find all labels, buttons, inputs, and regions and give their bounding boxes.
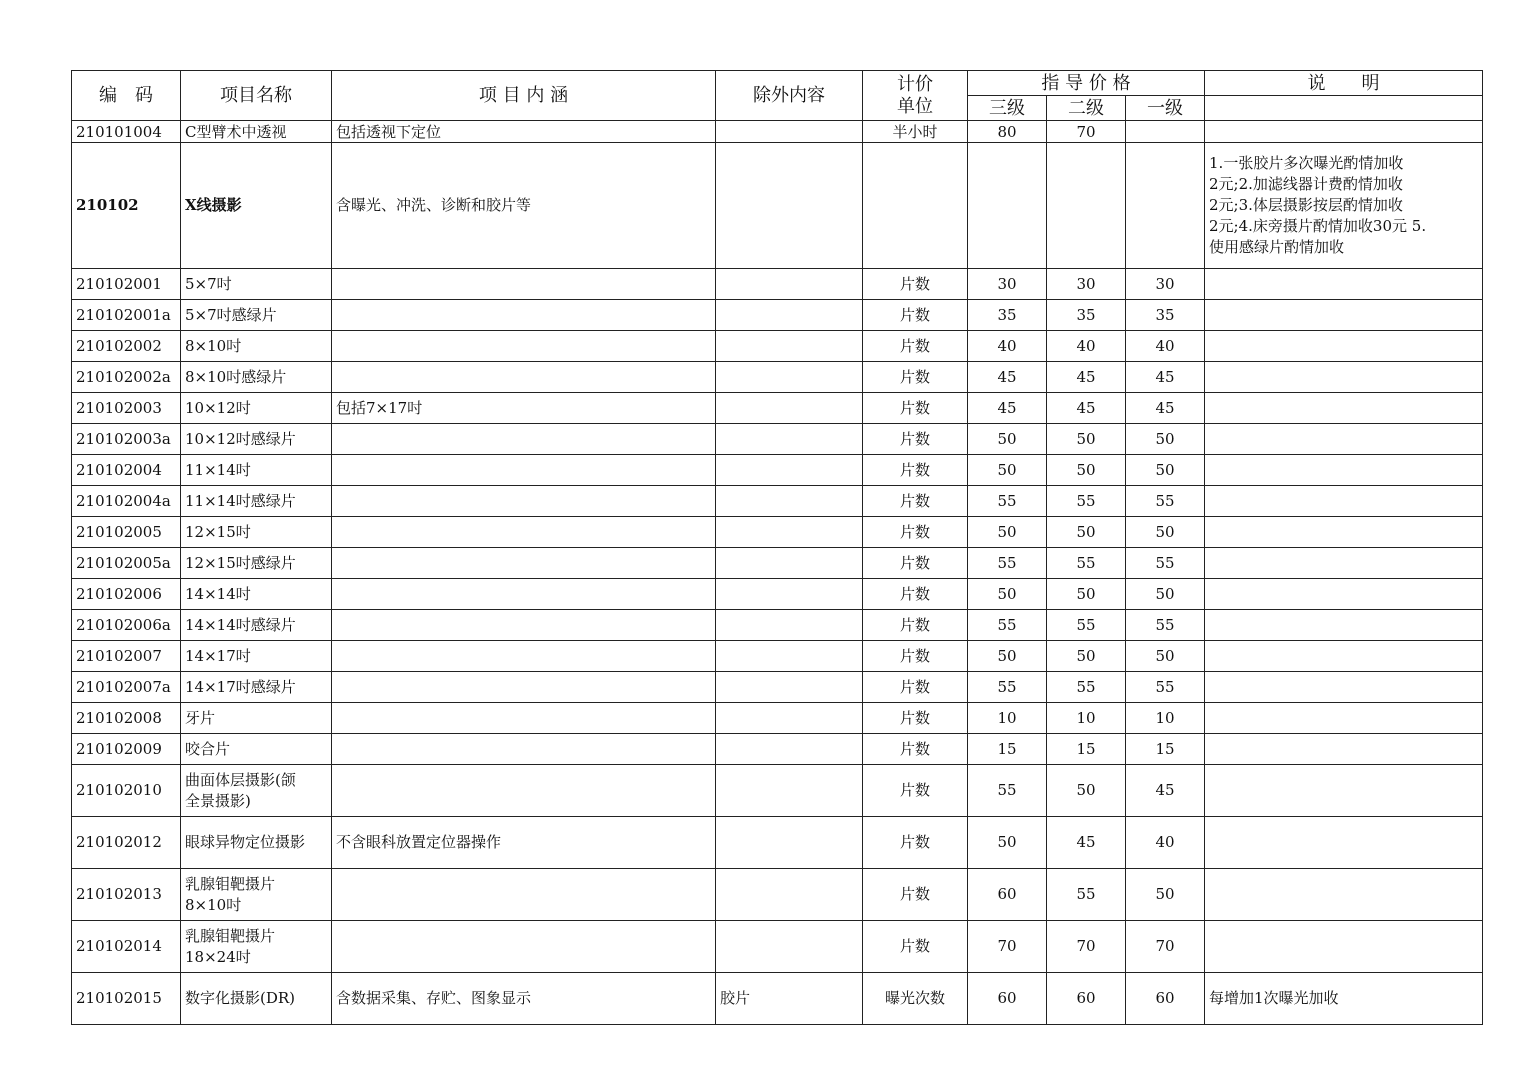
table-row bbox=[72, 703, 1483, 734]
table-row bbox=[72, 455, 1483, 486]
item-unit: 片数 bbox=[863, 517, 968, 548]
price-level2: 10 bbox=[1047, 703, 1126, 734]
price-level1 bbox=[1126, 143, 1205, 269]
item-excluded bbox=[716, 121, 863, 143]
item-unit: 片数 bbox=[863, 672, 968, 703]
price-level1: 40 bbox=[1126, 331, 1205, 362]
item-name: 12×15吋感绿片 bbox=[181, 548, 332, 579]
header-name: 项目名称 bbox=[181, 71, 332, 121]
item-unit: 半小时 bbox=[863, 121, 968, 143]
item-code: 210102007 bbox=[72, 641, 181, 672]
item-content: 不含眼科放置定位器操作 bbox=[332, 817, 716, 869]
table-body bbox=[72, 121, 1483, 1025]
price-level1: 50 bbox=[1126, 517, 1205, 548]
item-content bbox=[332, 765, 716, 817]
price-level1 bbox=[1126, 121, 1205, 143]
price-level2: 45 bbox=[1047, 817, 1126, 869]
price-level1: 35 bbox=[1126, 300, 1205, 331]
table-row bbox=[72, 610, 1483, 641]
item-content bbox=[332, 610, 716, 641]
item-note bbox=[1205, 921, 1483, 973]
item-name: 10×12吋感绿片 bbox=[181, 424, 332, 455]
item-name: 5×7吋 bbox=[181, 269, 332, 300]
item-unit: 曝光次数 bbox=[863, 973, 968, 1025]
item-name: 11×14吋 bbox=[181, 455, 332, 486]
item-unit: 片数 bbox=[863, 455, 968, 486]
item-name: X线摄影 bbox=[181, 143, 332, 269]
item-unit: 片数 bbox=[863, 424, 968, 455]
item-excluded bbox=[716, 921, 863, 973]
table-row bbox=[72, 973, 1483, 1025]
price-level1: 50 bbox=[1126, 641, 1205, 672]
item-unit: 片数 bbox=[863, 703, 968, 734]
header-unit: 计价 单位 bbox=[863, 71, 968, 121]
price-level2: 50 bbox=[1047, 579, 1126, 610]
price-level1: 10 bbox=[1126, 703, 1205, 734]
price-level2: 35 bbox=[1047, 300, 1126, 331]
price-level2: 45 bbox=[1047, 393, 1126, 424]
price-level3: 50 bbox=[968, 517, 1047, 548]
item-note bbox=[1205, 331, 1483, 362]
item-note bbox=[1205, 424, 1483, 455]
item-content bbox=[332, 548, 716, 579]
table-row bbox=[72, 641, 1483, 672]
item-name: 12×15吋 bbox=[181, 517, 332, 548]
item-content bbox=[332, 517, 716, 548]
item-note bbox=[1205, 548, 1483, 579]
item-content bbox=[332, 269, 716, 300]
item-excluded bbox=[716, 765, 863, 817]
item-unit: 片数 bbox=[863, 734, 968, 765]
price-level1: 45 bbox=[1126, 393, 1205, 424]
table-row bbox=[72, 548, 1483, 579]
price-level3: 60 bbox=[968, 869, 1047, 921]
item-content bbox=[332, 331, 716, 362]
item-content bbox=[332, 641, 716, 672]
item-name: 11×14吋感绿片 bbox=[181, 486, 332, 517]
price-level2: 55 bbox=[1047, 672, 1126, 703]
item-code: 210101004 bbox=[72, 121, 181, 143]
header-content: 项 目 内 涵 bbox=[332, 71, 716, 121]
item-code: 210102 bbox=[72, 143, 181, 269]
item-excluded bbox=[716, 703, 863, 734]
item-note bbox=[1205, 393, 1483, 424]
item-name: C型臂术中透视 bbox=[181, 121, 332, 143]
item-content bbox=[332, 579, 716, 610]
price-level2 bbox=[1047, 143, 1126, 269]
item-code: 210102015 bbox=[72, 973, 181, 1025]
price-level3: 15 bbox=[968, 734, 1047, 765]
item-note bbox=[1205, 121, 1483, 143]
table-row bbox=[72, 486, 1483, 517]
item-unit: 片数 bbox=[863, 765, 968, 817]
item-note bbox=[1205, 734, 1483, 765]
item-unit: 片数 bbox=[863, 869, 968, 921]
item-code: 210102008 bbox=[72, 703, 181, 734]
item-content: 包括透视下定位 bbox=[332, 121, 716, 143]
item-name: 曲面体层摄影(颌 全景摄影) bbox=[181, 765, 332, 817]
item-excluded bbox=[716, 331, 863, 362]
item-note bbox=[1205, 641, 1483, 672]
item-note bbox=[1205, 703, 1483, 734]
item-code: 210102010 bbox=[72, 765, 181, 817]
price-level3: 60 bbox=[968, 973, 1047, 1025]
item-unit: 片数 bbox=[863, 548, 968, 579]
item-note bbox=[1205, 455, 1483, 486]
item-excluded bbox=[716, 672, 863, 703]
table-row bbox=[72, 869, 1483, 921]
price-level2: 55 bbox=[1047, 548, 1126, 579]
price-level3 bbox=[968, 143, 1047, 269]
item-code: 210102004 bbox=[72, 455, 181, 486]
item-note bbox=[1205, 765, 1483, 817]
item-excluded bbox=[716, 641, 863, 672]
price-level1: 50 bbox=[1126, 455, 1205, 486]
item-code: 210102005 bbox=[72, 517, 181, 548]
price-level1: 70 bbox=[1126, 921, 1205, 973]
price-level2: 60 bbox=[1047, 973, 1126, 1025]
table-row bbox=[72, 734, 1483, 765]
item-code: 210102006 bbox=[72, 579, 181, 610]
price-level1: 55 bbox=[1126, 486, 1205, 517]
item-excluded bbox=[716, 300, 863, 331]
item-unit: 片数 bbox=[863, 362, 968, 393]
item-content bbox=[332, 486, 716, 517]
item-name: 牙片 bbox=[181, 703, 332, 734]
item-code: 210102004a bbox=[72, 486, 181, 517]
item-name: 乳腺钼靶摄片 8×10吋 bbox=[181, 869, 332, 921]
item-excluded bbox=[716, 517, 863, 548]
item-name: 8×10吋 bbox=[181, 331, 332, 362]
price-level3: 55 bbox=[968, 765, 1047, 817]
item-content: 含数据采集、存贮、图象显示 bbox=[332, 973, 716, 1025]
table-row bbox=[72, 393, 1483, 424]
table-row bbox=[72, 121, 1483, 143]
item-unit: 片数 bbox=[863, 817, 968, 869]
item-name: 14×17吋感绿片 bbox=[181, 672, 332, 703]
item-note bbox=[1205, 869, 1483, 921]
price-level2: 45 bbox=[1047, 362, 1126, 393]
item-note bbox=[1205, 672, 1483, 703]
item-content bbox=[332, 703, 716, 734]
item-name: 10×12吋 bbox=[181, 393, 332, 424]
item-content bbox=[332, 300, 716, 331]
item-name: 数字化摄影(DR) bbox=[181, 973, 332, 1025]
item-note: 每增加1次曝光加收 bbox=[1205, 973, 1483, 1025]
item-content bbox=[332, 672, 716, 703]
price-level2: 55 bbox=[1047, 610, 1126, 641]
item-content bbox=[332, 869, 716, 921]
item-excluded bbox=[716, 424, 863, 455]
item-excluded bbox=[716, 362, 863, 393]
price-level1: 40 bbox=[1126, 817, 1205, 869]
table-row bbox=[72, 143, 1483, 269]
price-level1: 50 bbox=[1126, 424, 1205, 455]
item-note bbox=[1205, 269, 1483, 300]
price-level3: 80 bbox=[968, 121, 1047, 143]
price-level1: 55 bbox=[1126, 548, 1205, 579]
item-code: 210102012 bbox=[72, 817, 181, 869]
item-excluded bbox=[716, 579, 863, 610]
price-level3: 55 bbox=[968, 548, 1047, 579]
item-unit: 片数 bbox=[863, 921, 968, 973]
item-code: 210102014 bbox=[72, 921, 181, 973]
price-table bbox=[71, 70, 1483, 1025]
item-name: 眼球异物定位摄影 bbox=[181, 817, 332, 869]
item-code: 210102009 bbox=[72, 734, 181, 765]
item-unit: 片数 bbox=[863, 641, 968, 672]
header-level2: 二级 bbox=[1047, 96, 1126, 121]
item-unit: 片数 bbox=[863, 269, 968, 300]
header-level1: 一级 bbox=[1126, 96, 1205, 121]
item-name: 乳腺钼靶摄片 18×24吋 bbox=[181, 921, 332, 973]
table-row bbox=[72, 817, 1483, 869]
item-note: 1.一张胶片多次曝光酌情加收 2元;2.加滤线器计费酌情加收 2元;3.体层摄影按层酌情加收 2元;4.床旁摄片酌情加收30元 5. 使用感绿片酌情加收 bbox=[1205, 143, 1483, 269]
table-row bbox=[72, 579, 1483, 610]
item-excluded bbox=[716, 869, 863, 921]
item-excluded bbox=[716, 610, 863, 641]
header-note: 说 明 bbox=[1205, 71, 1483, 96]
price-level3: 35 bbox=[968, 300, 1047, 331]
price-level3: 50 bbox=[968, 641, 1047, 672]
price-level1: 30 bbox=[1126, 269, 1205, 300]
price-level1: 50 bbox=[1126, 869, 1205, 921]
item-unit: 片数 bbox=[863, 610, 968, 641]
price-level2: 15 bbox=[1047, 734, 1126, 765]
price-level3: 50 bbox=[968, 455, 1047, 486]
price-level2: 55 bbox=[1047, 869, 1126, 921]
price-level2: 55 bbox=[1047, 486, 1126, 517]
item-content bbox=[332, 424, 716, 455]
item-name: 14×17吋 bbox=[181, 641, 332, 672]
price-level1: 60 bbox=[1126, 973, 1205, 1025]
header-code: 编 码 bbox=[72, 71, 181, 121]
item-code: 210102005a bbox=[72, 548, 181, 579]
price-level1: 55 bbox=[1126, 610, 1205, 641]
item-excluded bbox=[716, 817, 863, 869]
table-row bbox=[72, 300, 1483, 331]
item-excluded: 胶片 bbox=[716, 973, 863, 1025]
price-level2: 70 bbox=[1047, 121, 1126, 143]
price-level2: 30 bbox=[1047, 269, 1126, 300]
item-note bbox=[1205, 579, 1483, 610]
price-level2: 70 bbox=[1047, 921, 1126, 973]
item-content bbox=[332, 921, 716, 973]
price-level3: 40 bbox=[968, 331, 1047, 362]
item-excluded bbox=[716, 393, 863, 424]
header-level3: 三级 bbox=[968, 96, 1047, 121]
item-content bbox=[332, 362, 716, 393]
item-content bbox=[332, 455, 716, 486]
item-code: 210102001a bbox=[72, 300, 181, 331]
item-unit: 片数 bbox=[863, 579, 968, 610]
header-note-blank bbox=[1205, 96, 1483, 121]
item-name: 咬合片 bbox=[181, 734, 332, 765]
price-level3: 10 bbox=[968, 703, 1047, 734]
price-level2: 50 bbox=[1047, 641, 1126, 672]
item-name: 14×14吋 bbox=[181, 579, 332, 610]
price-level3: 70 bbox=[968, 921, 1047, 973]
table-row bbox=[72, 672, 1483, 703]
price-level1: 15 bbox=[1126, 734, 1205, 765]
item-note bbox=[1205, 486, 1483, 517]
item-code: 210102002 bbox=[72, 331, 181, 362]
item-code: 210102006a bbox=[72, 610, 181, 641]
price-level3: 45 bbox=[968, 393, 1047, 424]
item-name: 14×14吋感绿片 bbox=[181, 610, 332, 641]
item-content: 包括7×17吋 bbox=[332, 393, 716, 424]
item-content: 含曝光、冲洗、诊断和胶片等 bbox=[332, 143, 716, 269]
item-code: 210102003 bbox=[72, 393, 181, 424]
price-level2: 50 bbox=[1047, 455, 1126, 486]
header-row bbox=[72, 71, 1483, 96]
price-level1: 55 bbox=[1126, 672, 1205, 703]
item-unit: 片数 bbox=[863, 486, 968, 517]
price-level3: 55 bbox=[968, 610, 1047, 641]
item-unit: 片数 bbox=[863, 300, 968, 331]
price-level1: 45 bbox=[1126, 362, 1205, 393]
item-note bbox=[1205, 610, 1483, 641]
price-level3: 55 bbox=[968, 486, 1047, 517]
item-unit bbox=[863, 143, 968, 269]
item-note bbox=[1205, 517, 1483, 548]
item-unit: 片数 bbox=[863, 331, 968, 362]
item-unit: 片数 bbox=[863, 393, 968, 424]
table-row bbox=[72, 921, 1483, 973]
price-level3: 45 bbox=[968, 362, 1047, 393]
item-code: 210102003a bbox=[72, 424, 181, 455]
item-note bbox=[1205, 300, 1483, 331]
table-row bbox=[72, 424, 1483, 455]
item-content bbox=[332, 734, 716, 765]
item-excluded bbox=[716, 486, 863, 517]
price-level2: 50 bbox=[1047, 424, 1126, 455]
price-level1: 50 bbox=[1126, 579, 1205, 610]
item-excluded bbox=[716, 548, 863, 579]
item-excluded bbox=[716, 143, 863, 269]
price-level2: 50 bbox=[1047, 517, 1126, 548]
table-row bbox=[72, 331, 1483, 362]
item-code: 210102007a bbox=[72, 672, 181, 703]
item-excluded bbox=[716, 455, 863, 486]
table-row bbox=[72, 517, 1483, 548]
price-level3: 55 bbox=[968, 672, 1047, 703]
item-name: 8×10吋感绿片 bbox=[181, 362, 332, 393]
price-level3: 50 bbox=[968, 817, 1047, 869]
price-level3: 50 bbox=[968, 424, 1047, 455]
item-code: 210102002a bbox=[72, 362, 181, 393]
item-note bbox=[1205, 362, 1483, 393]
price-level2: 50 bbox=[1047, 765, 1126, 817]
price-level2: 40 bbox=[1047, 331, 1126, 362]
item-name: 5×7吋感绿片 bbox=[181, 300, 332, 331]
table-row bbox=[72, 765, 1483, 817]
item-code: 210102001 bbox=[72, 269, 181, 300]
item-note bbox=[1205, 817, 1483, 869]
table-row bbox=[72, 269, 1483, 300]
table-row bbox=[72, 362, 1483, 393]
item-code: 210102013 bbox=[72, 869, 181, 921]
item-excluded bbox=[716, 269, 863, 300]
price-level1: 45 bbox=[1126, 765, 1205, 817]
header-price: 指 导 价 格 bbox=[968, 71, 1205, 96]
item-excluded bbox=[716, 734, 863, 765]
header-excluded: 除外内容 bbox=[716, 71, 863, 121]
price-level3: 30 bbox=[968, 269, 1047, 300]
price-level3: 50 bbox=[968, 579, 1047, 610]
